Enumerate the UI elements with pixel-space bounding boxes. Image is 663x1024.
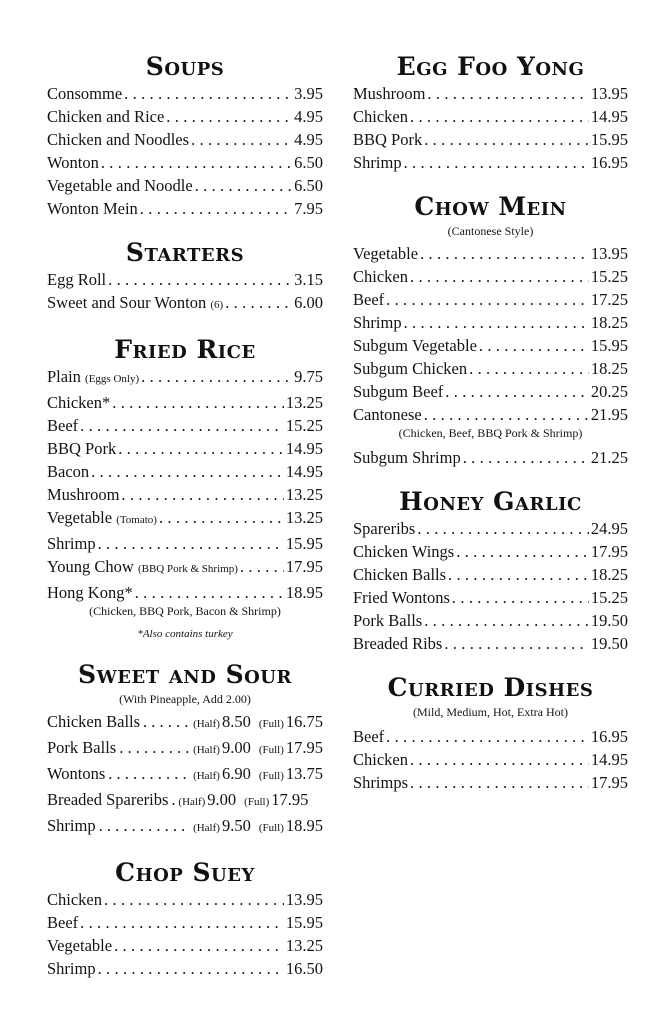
menu-item: Fried Wontons . . . 15.25 bbox=[353, 586, 628, 609]
menu-item: Breaded Ribs . . . 19.50 bbox=[353, 632, 628, 655]
menu-item: Wontons . . . (Half) 6.90 (Full) 13.75 bbox=[47, 762, 323, 788]
menu-item: Vegetable . . . 13.25 bbox=[47, 934, 323, 957]
menu-item: Cantonese . . . 21.95 bbox=[353, 403, 628, 426]
menu-item: Chicken . . . 14.95 bbox=[353, 105, 628, 128]
menu-item: Shrimp . . . 16.95 bbox=[353, 151, 628, 174]
section-title: Chow Mein bbox=[414, 192, 567, 221]
menu-item: Chicken* . . . 13.25 bbox=[47, 391, 323, 414]
menu-item: Beef . . . 16.95 bbox=[353, 725, 628, 748]
menu-item: Sweet and Sour Wonton (6) . . . 6.00 bbox=[47, 291, 323, 317]
menu-column-right bbox=[353, 52, 628, 794]
chow-mein-section bbox=[353, 192, 628, 469]
section-note: (With Pineapple, Add 2.00) bbox=[119, 692, 251, 706]
footnote: *Also contains turkey bbox=[137, 628, 233, 640]
menu-item: BBQ Pork . . . 15.95 bbox=[353, 128, 628, 151]
menu-item: Egg Roll . . . 3.15 bbox=[47, 268, 323, 291]
menu-item: Shrimp . . . 15.95 bbox=[47, 532, 323, 555]
item-note: (Chicken, Beef, BBQ Pork & Shrimp) bbox=[398, 426, 583, 440]
menu-item: Mushroom . . . 13.25 bbox=[47, 483, 323, 506]
menu-item: Shrimps . . . 17.95 bbox=[353, 771, 628, 794]
menu-item: Chicken Balls . . . 18.25 bbox=[353, 563, 628, 586]
menu-item: Chicken . . . 13.95 bbox=[47, 888, 323, 911]
curried-dishes-section bbox=[353, 673, 628, 794]
item-note: (Chicken, BBQ Pork, Bacon & Shrimp) bbox=[89, 604, 281, 618]
menu-item: Plain (Eggs Only) . . . 9.75 bbox=[47, 365, 323, 391]
menu-item: Spareribs . . . 24.95 bbox=[353, 517, 628, 540]
section-title: Curried Dishes bbox=[387, 673, 594, 702]
menu-item: Pork Balls . . . (Half) 9.00 (Full) 17.95 bbox=[47, 736, 323, 762]
sweet-and-sour-section bbox=[47, 660, 323, 840]
menu-item: Vegetable (Tomato) . . . 13.25 bbox=[47, 506, 323, 532]
chop-suey-section bbox=[47, 858, 323, 980]
menu-item: Subgum Chicken . . . 18.25 bbox=[353, 357, 628, 380]
menu-item: BBQ Pork . . . 14.95 bbox=[47, 437, 323, 460]
menu-item: Mushroom . . . 13.95 bbox=[353, 82, 628, 105]
fried-rice-section bbox=[47, 335, 323, 642]
menu-item: Shrimp . . . 16.50 bbox=[47, 957, 323, 980]
menu-item: Chicken and Rice . . . 4.95 bbox=[47, 105, 323, 128]
menu-item: Young Chow (BBQ Pork & Shrimp) . . . 17.95 bbox=[47, 555, 323, 581]
section-note: (Cantonese Style) bbox=[447, 224, 534, 238]
menu-item: Shrimp . . . 18.25 bbox=[353, 311, 628, 334]
menu-item: Consomme . . . 3.95 bbox=[47, 82, 323, 105]
menu-item: Pork Balls . . . 19.50 bbox=[353, 609, 628, 632]
menu-item: Beef . . . 17.25 bbox=[353, 288, 628, 311]
soups-section bbox=[47, 52, 323, 220]
section-title: Starters bbox=[125, 238, 245, 267]
menu-item: Subgum Vegetable . . . 15.95 bbox=[353, 334, 628, 357]
menu-item: Breaded Spareribs . . . (Half) 9.00 (Full) 17.95 bbox=[47, 788, 323, 814]
menu-item: Wonton Mein . . . 7.95 bbox=[47, 197, 323, 220]
menu-item: Shrimp . . . (Half) 9.50 (Full) 18.95 bbox=[47, 814, 323, 840]
section-title: Sweet and Sour bbox=[78, 660, 292, 689]
egg-foo-yong-section bbox=[353, 52, 628, 174]
menu-item: Vegetable . . . 13.95 bbox=[353, 242, 628, 265]
menu-column-left bbox=[47, 52, 323, 980]
starters-section bbox=[47, 238, 323, 317]
menu-item: Chicken . . . 15.25 bbox=[353, 265, 628, 288]
menu-item: Bacon . . . 14.95 bbox=[47, 460, 323, 483]
menu-item: Chicken Wings . . . 17.95 bbox=[353, 540, 628, 563]
section-title: Egg Foo Yong bbox=[396, 52, 585, 81]
menu-item: Hong Kong* . . . 18.95 bbox=[47, 581, 323, 604]
menu-item: Chicken and Noodles . . . 4.95 bbox=[47, 128, 323, 151]
menu-item: Beef . . . 15.25 bbox=[47, 414, 323, 437]
section-title: Chop Suey bbox=[115, 858, 255, 887]
menu-item: Beef . . . 15.95 bbox=[47, 911, 323, 934]
section-note: (Mild, Medium, Hot, Extra Hot) bbox=[413, 705, 568, 719]
menu-item: Chicken . . . 14.95 bbox=[353, 748, 628, 771]
menu-item: Subgum Shrimp . . . 21.25 bbox=[353, 446, 628, 469]
section-title: Honey Garlic bbox=[399, 487, 582, 516]
menu-item: Vegetable and Noodle . . . 6.50 bbox=[47, 174, 323, 197]
menu-item: Wonton . . . 6.50 bbox=[47, 151, 323, 174]
honey-garlic-section bbox=[353, 487, 628, 655]
section-title: Soups bbox=[145, 52, 225, 81]
menu-item: Chicken Balls . . . (Half) 8.50 (Full) 16.75 bbox=[47, 710, 323, 736]
section-title: Fried Rice bbox=[114, 335, 256, 364]
menu-item: Subgum Beef . . . 20.25 bbox=[353, 380, 628, 403]
